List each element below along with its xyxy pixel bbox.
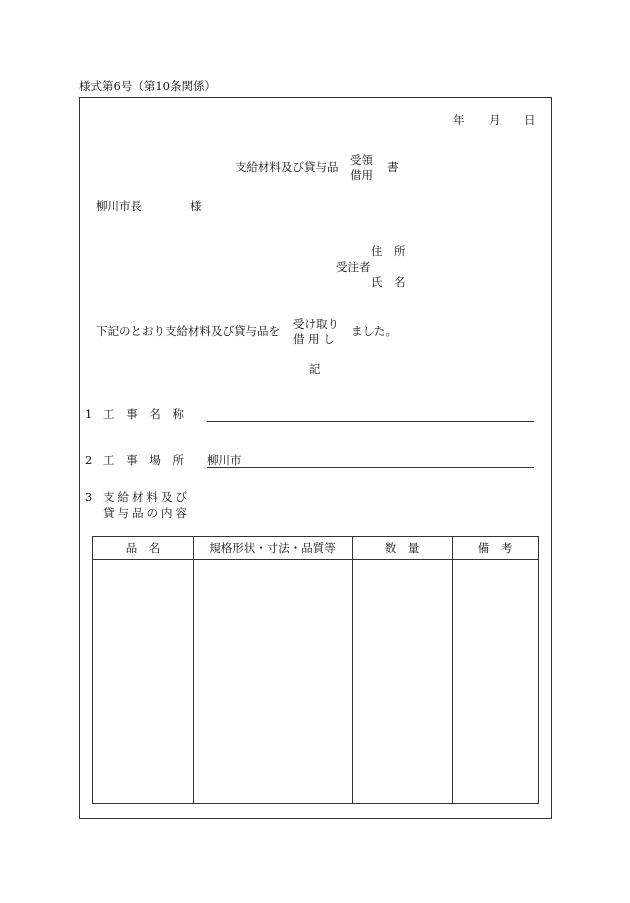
contractor-address-label: 住 所 — [371, 244, 406, 258]
section-3-label-line1: 支給材料及び — [103, 490, 190, 504]
date-year: 年 — [453, 113, 465, 127]
items-table — [92, 536, 539, 804]
table-header-divider — [93, 559, 538, 560]
section-2-number: 2 — [85, 453, 93, 467]
document-title: 支給材料及び貸与品 — [235, 160, 339, 174]
title-option-receipt: 受領 — [350, 153, 373, 167]
date-month: 月 — [489, 113, 501, 127]
section-1-number: 1 — [85, 407, 93, 421]
addressee-honorific: 様 — [190, 199, 202, 213]
statement-option-borrow: 借 用 し — [293, 332, 335, 346]
addressee-name: 柳川市長 — [96, 199, 142, 213]
section-3-label-line2: 貸与品の内容 — [103, 506, 190, 520]
table-header-specification: 規格形状・寸法・品質等 — [209, 541, 336, 555]
table-column-divider — [452, 537, 453, 803]
title-option-borrow: 借用 — [350, 168, 373, 182]
form-number: 様式第6号（第10条関係） — [79, 79, 216, 93]
table-header-quantity: 数 量 — [384, 541, 420, 555]
section-2-label: 工 事 場 所 — [103, 453, 188, 467]
statement-option-receive: 受け取り — [293, 317, 339, 331]
table-header-item-name: 品 名 — [125, 541, 161, 555]
table-column-divider — [193, 537, 194, 803]
table-column-divider — [352, 537, 353, 803]
date-day: 日 — [524, 113, 536, 127]
statement-prefix: 下記のとおり支給材料及び貸与品を — [96, 324, 280, 338]
table-header-remarks: 備 考 — [477, 541, 513, 555]
section-1-label: 工 事 名 称 — [103, 407, 188, 421]
ki-heading: 記 — [309, 362, 321, 376]
section-2-underline — [207, 467, 534, 468]
section-1-underline — [207, 421, 534, 422]
contractor-name-label: 氏 名 — [371, 275, 406, 289]
contractor-role-label: 受注者 — [336, 260, 371, 274]
title-suffix: 書 — [387, 160, 399, 174]
section-2-value: 柳川市 — [207, 453, 242, 467]
statement-suffix: ました。 — [351, 324, 397, 338]
section-3-number: 3 — [85, 490, 93, 504]
